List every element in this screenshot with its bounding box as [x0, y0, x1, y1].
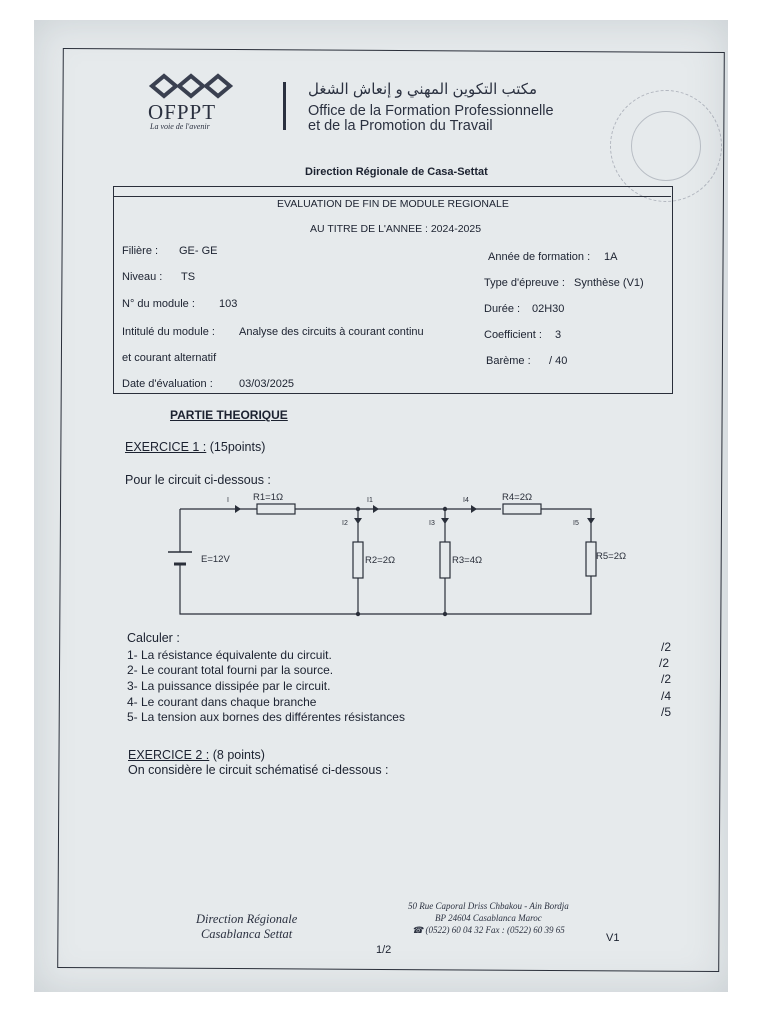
question-1-points: /2	[661, 640, 672, 654]
module-title-value-2: et courant alternatif	[122, 352, 217, 364]
module-title-value: Analyse des circuits à courant continu	[239, 326, 424, 338]
duration-label: Durée :	[484, 303, 521, 315]
exam-year: AU TITRE DE L'ANNEE : 2024-2025	[310, 223, 482, 235]
circuit-diagram	[155, 488, 627, 618]
current-i4-label: I4	[463, 497, 469, 504]
exercise2-heading	[128, 748, 265, 762]
r1-label: R1=1Ω	[253, 492, 284, 503]
footer-address-line1: 50 Rue Caporal Driss Chbakou - Ain Bordja	[408, 901, 569, 911]
exercise1-heading	[125, 440, 265, 454]
r2-label: R2=2Ω	[365, 555, 396, 566]
info-box-top-rule	[113, 196, 671, 197]
ofppt-logo-icon	[148, 72, 238, 100]
niveau-value: TS	[181, 271, 196, 283]
brand-name: OFPPT	[148, 100, 217, 124]
exercise2-points: (8 points)	[212, 748, 265, 762]
footer-direction-line1: Direction Régionale	[196, 912, 298, 926]
exercise1-title: EXERCICE 1 :	[125, 440, 207, 454]
question-3: 3- La puissance dissipée par le circuit.	[127, 679, 331, 693]
source-label: E=12V	[201, 554, 230, 565]
question-3-points: /2	[661, 672, 672, 686]
header-divider	[283, 82, 286, 130]
exam-type-value: Synthèse (V1)	[574, 277, 644, 289]
exercise2-intro: On considère le circuit schématisé ci-dessous :	[128, 763, 389, 777]
regional-direction: Direction Régionale de Casa-Settat	[305, 166, 488, 178]
current-i2-label: I2	[342, 520, 348, 527]
module-title-label: Intitulé du module :	[122, 326, 215, 338]
question-5: 5- La tension aux bornes des différentes résistances	[127, 710, 405, 724]
coefficient-label: Coefficient :	[484, 329, 542, 341]
r4-label: R4=2Ω	[502, 492, 533, 503]
r3-label: R3=4Ω	[452, 555, 483, 566]
exercise1-points: (15points)	[209, 440, 266, 454]
current-i1-label: I1	[367, 497, 373, 504]
grading-label: Barème :	[486, 355, 531, 367]
exam-title: EVALUATION DE FIN DE MODULE REGIONALE	[277, 198, 509, 210]
grading-value: / 40	[549, 355, 568, 367]
version-label: V1	[606, 932, 620, 944]
footer-address	[408, 900, 569, 936]
footer-direction-line2: Casablanca Settat	[200, 927, 293, 941]
duration-value: 02H30	[532, 303, 565, 315]
current-i-label: I	[227, 497, 229, 504]
brand-slogan: La voie de l'avenir	[150, 122, 210, 131]
eval-date-value: 03/03/2025	[239, 378, 295, 390]
office-name-line1: Office de la Formation Professionnelle	[308, 103, 554, 119]
exercise2-title: EXERCICE 2 :	[128, 748, 210, 762]
question-5-points: /5	[661, 705, 672, 719]
training-year-value: 1A	[604, 251, 618, 263]
eval-date-label: Date d'évaluation :	[122, 378, 213, 390]
filiere-label: Filière :	[122, 245, 159, 257]
exercise1-intro: Pour le circuit ci-dessous :	[125, 473, 271, 487]
r5-label: R5=2Ω	[596, 551, 627, 562]
module-number-label: N° du module :	[122, 298, 195, 310]
filiere-value: GE- GE	[179, 245, 218, 257]
question-1: 1- La résistance équivalente du circuit.	[127, 648, 332, 662]
question-2: 2- Le courant total fourni par la source.	[127, 663, 334, 677]
exam-type-label: Type d'épreuve :	[484, 277, 565, 289]
current-i5-label: I5	[573, 520, 579, 527]
office-name-line2: et de la Promotion du Travail	[308, 118, 493, 134]
question-4: 4- Le courant dans chaque branche	[127, 695, 317, 709]
question-2-points: /2	[659, 656, 670, 670]
calculer-label: Calculer :	[127, 631, 180, 645]
coefficient-value: 3	[555, 329, 562, 341]
niveau-label: Niveau :	[122, 271, 163, 283]
question-4-points: /4	[661, 689, 672, 703]
current-i3-label: I3	[429, 520, 435, 527]
footer-address-line2: BP 24604 Casablanca Maroc	[435, 913, 542, 923]
section-title: PARTIE THEORIQUE	[170, 408, 288, 422]
module-number-value: 103	[219, 298, 238, 310]
page-number: 1/2	[376, 944, 392, 956]
footer-address-line3: ☎ (0522) 60 04 32 Fax : (0522) 60 39 65	[412, 925, 565, 935]
training-year-label: Année de formation :	[488, 251, 591, 263]
office-name-arabic: مكتب التكوين المهني و إنعاش الشغل	[308, 81, 538, 98]
footer-direction	[196, 912, 297, 942]
